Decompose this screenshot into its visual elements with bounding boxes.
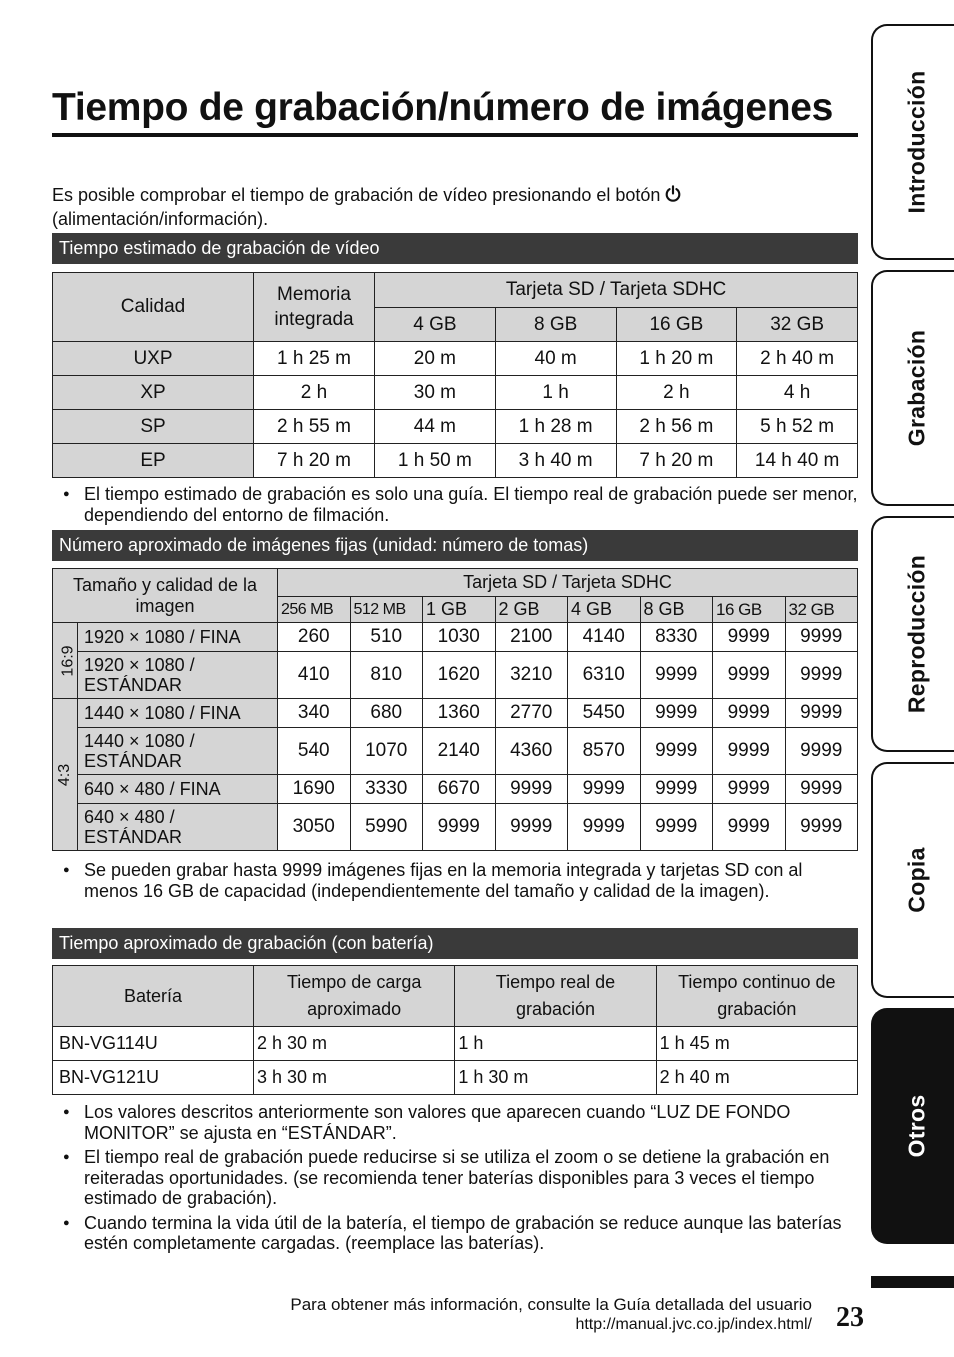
card-size: 1 GB: [423, 597, 496, 623]
value-cell: 5450: [568, 699, 641, 728]
intro-text-after: (alimentación/información).: [52, 209, 269, 229]
card-cell: 5 h 52 m: [737, 410, 858, 444]
value-cell: 9999: [423, 804, 496, 851]
value-cell: 510: [350, 623, 423, 652]
page-number: 23: [836, 1302, 864, 1333]
size-label: 1440 × 1080 / FINA: [78, 699, 278, 728]
battery-section-heading: Tiempo aproximado de grabación (con batería): [52, 928, 858, 959]
size-label: 1440 × 1080 / ESTÁNDAR: [78, 728, 278, 775]
tab-label: Reproducción: [903, 554, 930, 714]
card-size: 8 GB: [495, 308, 616, 342]
card-cell: 14 h 40 m: [737, 444, 858, 478]
battery-model: BN-VG121U: [53, 1061, 254, 1095]
still-notes: [52, 860, 858, 905]
quality-cell: UXP: [53, 342, 254, 376]
value-cell: 810: [350, 652, 423, 699]
card-size: 2 GB: [495, 597, 568, 623]
card-cell: 2 h 56 m: [616, 410, 737, 444]
card-size: 4 GB: [568, 597, 641, 623]
ratio-cell: [53, 623, 78, 699]
value-cell: 8570: [568, 728, 641, 775]
value-cell: 9999: [713, 699, 786, 728]
table-row: [53, 1027, 858, 1061]
col-charge-time: Tiempo de carga aproximado: [254, 966, 455, 1027]
battery-cell: 1 h: [455, 1027, 656, 1061]
tab-reproduccion[interactable]: [871, 516, 954, 752]
card-size: 16 GB: [713, 597, 786, 623]
value-cell: 9999: [785, 804, 858, 851]
value-cell: 4360: [495, 728, 568, 775]
quality-cell: SP: [53, 410, 254, 444]
tab-introduccion[interactable]: [871, 24, 954, 260]
card-cell: 1 h: [495, 376, 616, 410]
intro-text-before: Es posible comprobar el tiempo de grabación de vídeo presionando el botón: [52, 185, 661, 205]
note-item: ● El tiempo estimado de grabación es solo una guía. El tiempo real de grabación puede ser menor, dependiendo del entorno de filmación.: [52, 484, 858, 525]
card-cell: 40 m: [495, 342, 616, 376]
value-cell: 9999: [640, 652, 713, 699]
size-label: 1920 × 1080 / FINA: [78, 623, 278, 652]
card-cell: 1 h 20 m: [616, 342, 737, 376]
value-cell: 8330: [640, 623, 713, 652]
col-size: Tamaño y calidad de la imagen: [53, 569, 278, 623]
battery-model: BN-VG114U: [53, 1027, 254, 1061]
value-cell: 6670: [423, 775, 496, 804]
intro-text: [52, 183, 858, 231]
video-section-heading: Tiempo estimado de grabación de vídeo: [52, 233, 858, 264]
table-row: [53, 1061, 858, 1095]
quality-cell: EP: [53, 444, 254, 478]
value-cell: 1360: [423, 699, 496, 728]
card-cell: 4 h: [737, 376, 858, 410]
battery-cell: 1 h 30 m: [455, 1061, 656, 1095]
note-item: ● Los valores descritos anteriormente son valores que aparecen cuando “LUZ DE FONDO MONITOR” se ajusta en “ESTÁNDAR”.: [52, 1102, 858, 1143]
battery-cell: 2 h 40 m: [656, 1061, 857, 1095]
memory-cell: 1 h 25 m: [254, 342, 375, 376]
value-cell: 540: [278, 728, 351, 775]
memory-cell: 7 h 20 m: [254, 444, 375, 478]
table-row: [53, 444, 858, 478]
value-cell: 9999: [568, 775, 641, 804]
value-cell: 9999: [785, 728, 858, 775]
value-cell: 9999: [640, 699, 713, 728]
card-size: 256 MB: [278, 597, 351, 623]
value-cell: 9999: [568, 804, 641, 851]
size-label: 640 × 480 / FINA: [78, 775, 278, 804]
footer-url[interactable]: http://manual.jvc.co.jp/index.html/: [575, 1316, 812, 1333]
footer-text: Para obtener más información, consulte la Guía detallada del usuario: [290, 1295, 812, 1314]
col-real-time: Tiempo real de grabación: [455, 966, 656, 1027]
memory-cell: 2 h: [254, 376, 375, 410]
value-cell: 9999: [713, 652, 786, 699]
table-row: [53, 804, 858, 851]
battery-cell: 2 h 30 m: [254, 1027, 455, 1061]
value-cell: 3330: [350, 775, 423, 804]
value-cell: 2100: [495, 623, 568, 652]
value-cell: 1690: [278, 775, 351, 804]
value-cell: 9999: [640, 775, 713, 804]
still-section-heading: Número aproximado de imágenes fijas (unidad: número de tomas): [52, 530, 858, 561]
col-battery: Batería: [53, 966, 254, 1027]
card-size: 4 GB: [375, 308, 496, 342]
value-cell: 680: [350, 699, 423, 728]
card-cell: 44 m: [375, 410, 496, 444]
col-card: Tarjeta SD / Tarjeta SDHC: [278, 569, 858, 597]
col-memory: Memoria integrada: [254, 273, 375, 342]
value-cell: 2140: [423, 728, 496, 775]
value-cell: 9999: [713, 728, 786, 775]
note-item: ● Cuando termina la vida útil de la batería, el tiempo de grabación se reduce aunque las baterías estén completamente cargadas. (reemplace las baterías).: [52, 1213, 858, 1254]
card-cell: 1 h 50 m: [375, 444, 496, 478]
table-row: [53, 623, 858, 652]
value-cell: 6310: [568, 652, 641, 699]
card-size: 8 GB: [640, 597, 713, 623]
battery-cell: 3 h 30 m: [254, 1061, 455, 1095]
value-cell: 9999: [495, 775, 568, 804]
page-title: Tiempo de grabación/número de imágenes: [52, 86, 858, 137]
table-row: [53, 376, 858, 410]
footer-bar: [871, 1276, 954, 1288]
value-cell: 410: [278, 652, 351, 699]
col-quality: Calidad: [53, 273, 254, 342]
ratio-label: 16:9: [59, 644, 77, 677]
value-cell: 3210: [495, 652, 568, 699]
size-label: 640 × 480 / ESTÁNDAR: [78, 804, 278, 851]
value-cell: 9999: [785, 775, 858, 804]
value-cell: 9999: [785, 652, 858, 699]
table-row: [53, 775, 858, 804]
table-row: [53, 728, 858, 775]
tab-label: Otros: [903, 1094, 930, 1158]
ratio-cell: [53, 699, 78, 851]
value-cell: 260: [278, 623, 351, 652]
value-cell: 9999: [640, 804, 713, 851]
value-cell: 3050: [278, 804, 351, 851]
value-cell: 340: [278, 699, 351, 728]
card-cell: 30 m: [375, 376, 496, 410]
card-size: 32 GB: [785, 597, 858, 623]
footer: [290, 1295, 812, 1335]
card-cell: 7 h 20 m: [616, 444, 737, 478]
value-cell: 5990: [350, 804, 423, 851]
card-cell: 1 h 28 m: [495, 410, 616, 444]
tab-copia[interactable]: [871, 762, 954, 998]
video-time-table: [52, 272, 858, 478]
tab-label: Grabación: [903, 329, 930, 447]
tab-otros[interactable]: [871, 1008, 954, 1244]
value-cell: 1070: [350, 728, 423, 775]
card-size: 512 MB: [350, 597, 423, 623]
table-row: [53, 652, 858, 699]
battery-cell: 1 h 45 m: [656, 1027, 857, 1061]
card-cell: 3 h 40 m: [495, 444, 616, 478]
battery-table: [52, 965, 858, 1095]
tab-grabacion[interactable]: [871, 270, 954, 506]
still-image-table: [52, 568, 858, 851]
card-size: 32 GB: [737, 308, 858, 342]
table-row: [53, 410, 858, 444]
card-cell: 2 h: [616, 376, 737, 410]
value-cell: 9999: [713, 623, 786, 652]
value-cell: 9999: [495, 804, 568, 851]
table-row: [53, 342, 858, 376]
value-cell: 9999: [785, 699, 858, 728]
value-cell: 1620: [423, 652, 496, 699]
quality-cell: XP: [53, 376, 254, 410]
battery-notes: [52, 1102, 858, 1258]
tab-label: Copia: [903, 847, 930, 913]
value-cell: 9999: [640, 728, 713, 775]
tab-label: Introducción: [903, 70, 930, 214]
note-item: ● El tiempo real de grabación puede reducirse si se utiliza el zoom o se detiene la grabación en reiteradas oportunidades. (se recomienda tener baterías disponibles para 3 veces el tiempo estimado de grabación).: [52, 1147, 858, 1209]
value-cell: 9999: [713, 804, 786, 851]
card-size: 16 GB: [616, 308, 737, 342]
card-cell: 2 h 40 m: [737, 342, 858, 376]
value-cell: 1030: [423, 623, 496, 652]
note-item: ● Se pueden grabar hasta 9999 imágenes fijas en la memoria integrada y tarjetas SD con al menos 16 GB de capacidad (independientemente del tamaño y calidad de la imagen).: [52, 860, 858, 901]
card-cell: 20 m: [375, 342, 496, 376]
value-cell: 9999: [785, 623, 858, 652]
value-cell: 9999: [713, 775, 786, 804]
power-icon: [664, 185, 682, 203]
table-row: [53, 699, 858, 728]
value-cell: 4140: [568, 623, 641, 652]
size-label: 1920 × 1080 / ESTÁNDAR: [78, 652, 278, 699]
ratio-label: 4:3: [56, 763, 73, 786]
col-continuous-time: Tiempo continuo de grabación: [656, 966, 857, 1027]
value-cell: 2770: [495, 699, 568, 728]
video-notes: [52, 484, 858, 529]
memory-cell: 2 h 55 m: [254, 410, 375, 444]
col-card: Tarjeta SD / Tarjeta SDHC: [375, 273, 858, 308]
